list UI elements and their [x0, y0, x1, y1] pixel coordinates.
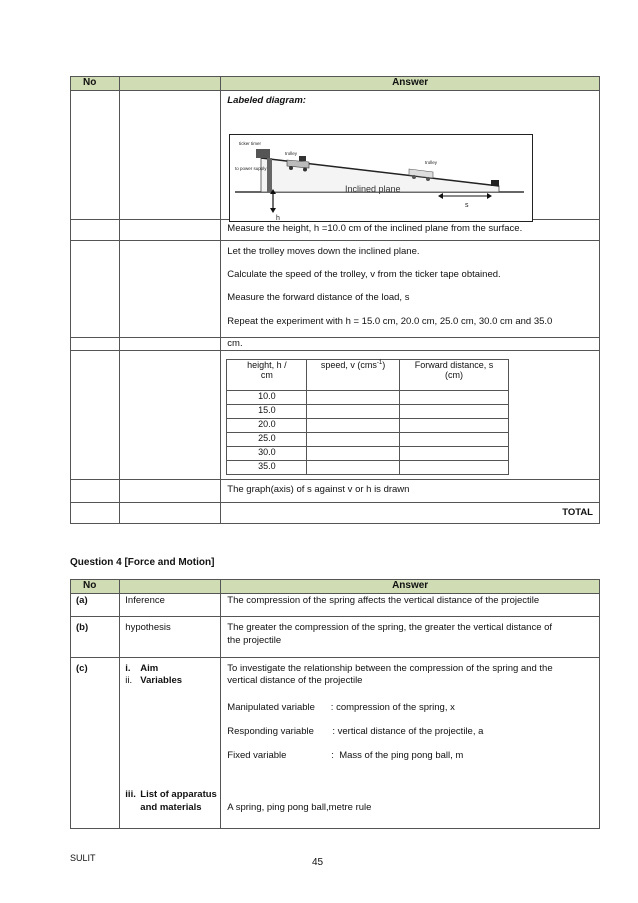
- manipulated-variable: Manipulated variable : compression of the spring, x: [227, 702, 455, 713]
- col-header-speed: speed, v (cms$^{-1}$): [307, 360, 399, 391]
- answer-table-2: No Answer (a) Inference The compression of the spring affects the vertical distance of the projectile (b) hypothesis The greater the compression of the spring, the greater the vertical distance of the projectile (c) i. Aim ii. Variables iii. List of apparatus and materials To investigate the relationship between the compression of the spring and the vertical distance of the projectile Manipulated variable : compression of the spring, x Responding variable : vertical distance of the projectile, a Fixed variable : Mass of the ping pong ball, m A spring, ping pong ball,metre rule: [70, 579, 600, 829]
- answer-table-1: [70, 76, 600, 524]
- apparatus-text: A spring, ping pong ball,metre rule: [227, 802, 372, 813]
- section-title: Question 4 [Force and Motion]: [70, 557, 215, 568]
- inclined-plane-diagram: [229, 134, 533, 222]
- ticker-timer-label: ticker timer: [239, 141, 262, 146]
- row-a-answer: The compression of the spring affects the vertical distance of the projectile: [227, 595, 540, 606]
- trolley-label-1: trolley: [285, 151, 298, 156]
- diagram-label: Labeled diagram:: [227, 95, 306, 106]
- apparatus-label: List of apparatus: [140, 789, 217, 800]
- header-no-2: No: [71, 580, 120, 594]
- table-row: 10.0: [227, 391, 307, 405]
- h-label: h: [276, 215, 281, 222]
- responding-variable: Responding variable : vertical distance of the projectile, a: [227, 726, 484, 737]
- col-header-height: height, h /: [247, 360, 287, 370]
- s-label: s: [465, 202, 469, 209]
- row-a-label: Inference: [125, 595, 165, 606]
- step-5-cont: cm.: [227, 338, 243, 349]
- table-row: 35.0: [227, 461, 307, 475]
- total-label: TOTAL: [562, 507, 593, 518]
- col-header-distance: Forward distance, s: [414, 360, 494, 370]
- data-table: height, h / cm speed, v (cms$^{-1}$) Forward distance, s (cm) 10.0 15.0 20.0 25.0 30.0 35.0: [226, 359, 509, 475]
- row-a-no: (a): [76, 595, 88, 606]
- step-5: Repeat the experiment with h = 15.0 cm, 20.0 cm, 25.0 cm, 30.0 cm and 35.0: [227, 316, 553, 327]
- variables-label: Variables: [140, 675, 183, 686]
- power-supply-label: to power supply: [235, 166, 267, 171]
- row-b-label: hypothesis: [125, 622, 171, 633]
- header-answer-2: Answer: [221, 580, 600, 594]
- table-row: 15.0: [227, 405, 307, 419]
- fixed-variable: Fixed variable : Mass of the ping pong ball, m: [227, 750, 464, 761]
- step-3: Calculate the speed of the trolley, v from the ticker tape obtained.: [227, 269, 501, 280]
- table-row: 30.0: [227, 447, 307, 461]
- row-c-no: (c): [76, 663, 88, 674]
- aim-text: To investigate the relationship between the compression of the spring and the: [227, 663, 553, 674]
- inclined-plane-label: Inclined plane: [345, 184, 401, 194]
- aim-label: Aim: [140, 663, 159, 674]
- trolley-label-2: trolley: [425, 160, 438, 165]
- row-b-answer: The greater the compression of the spring, the greater the vertical distance of: [227, 622, 553, 633]
- page-number: 45: [312, 857, 324, 868]
- step-2: Let the trolley moves down the inclined plane.: [227, 246, 420, 257]
- graph-note: The graph(axis) of s against v or h is drawn: [227, 484, 410, 495]
- step-1: Measure the height, h =10.0 cm of the inclined plane from the surface.: [227, 223, 523, 234]
- header-answer: Answer: [221, 77, 600, 91]
- row-b-no: (b): [76, 622, 89, 633]
- table-row: 20.0: [227, 419, 307, 433]
- header-no: No: [71, 77, 120, 91]
- step-4: Measure the forward distance of the load, s: [227, 292, 410, 303]
- footer-sulit: SULIT: [70, 853, 96, 863]
- table-row: 25.0: [227, 433, 307, 447]
